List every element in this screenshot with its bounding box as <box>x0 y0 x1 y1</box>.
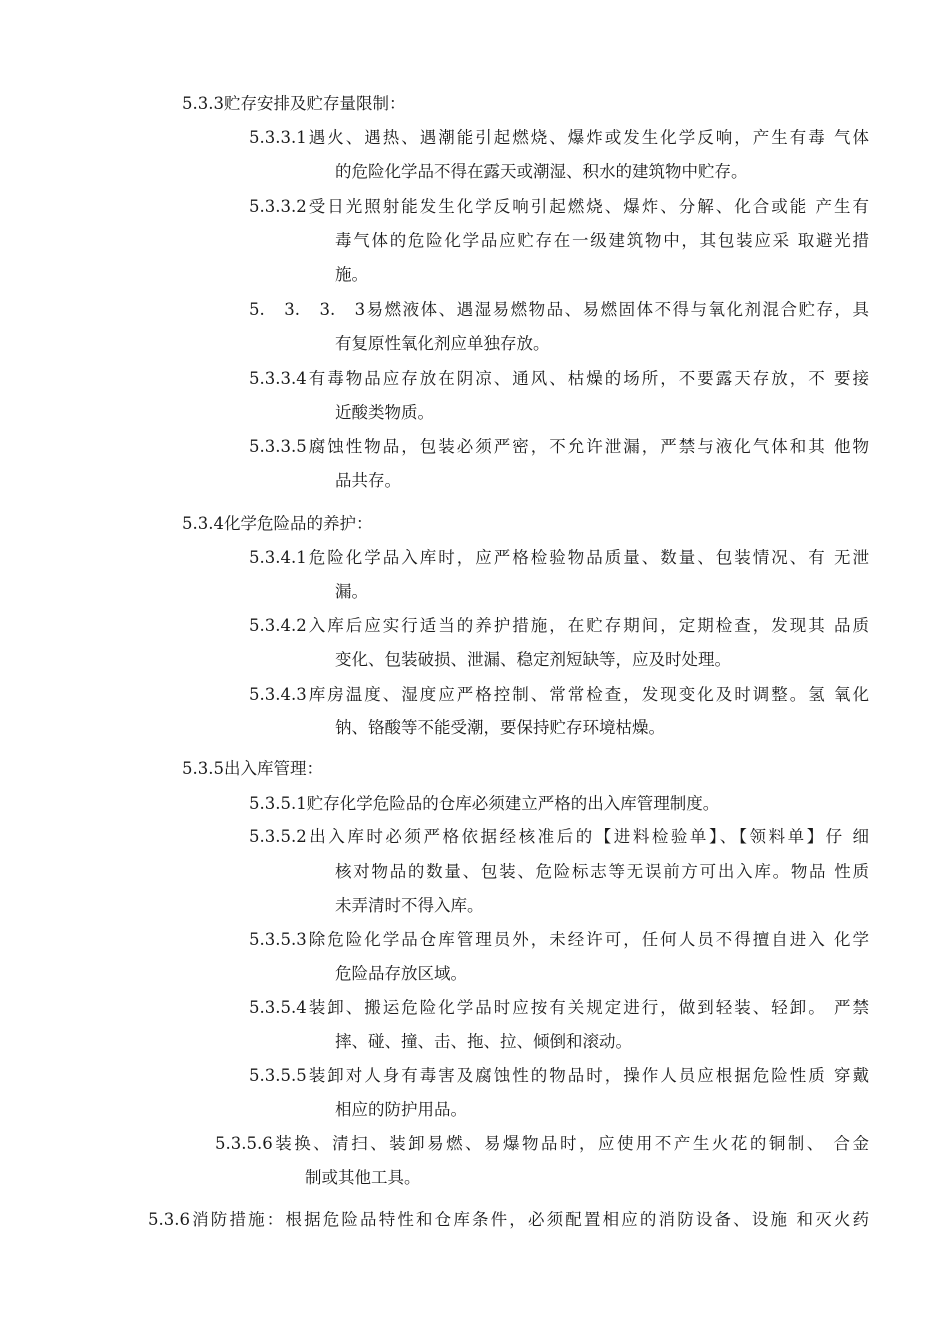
paragraph-line: 危险品存放区域。 <box>335 964 467 983</box>
paragraph-line: 5.3.4.1危险化学品入库时，应严格检验物品质量、数量、包装情况、有 无泄 <box>249 548 869 567</box>
paragraph-line: 5.3.5.1贮存化学危险品的仓库必须建立严格的出入库管理制度。 <box>249 794 720 813</box>
paragraph-line: 5.3.5.5装卸对人身有毒害及腐蚀性的物品时，操作人员应根据危险性质 穿戴 <box>249 1066 869 1085</box>
paragraph-line: 钠、铬酸等不能受潮，要保持贮存环境枯燥。 <box>335 718 665 737</box>
paragraph-line: 5.3.5.6装换、清扫、装卸易燃、易爆物品时，应使用不产生火花的铜制、 合金 <box>215 1134 869 1153</box>
paragraph-line: 核对物品的数量、包装、危险标志等无误前方可出入库。物品 性质 <box>335 862 869 881</box>
paragraph-line: 5.3.3.2受日光照射能发生化学反响引起燃烧、爆炸、分解、化合或能 产生有 <box>249 197 869 216</box>
paragraph-line: 品共存。 <box>335 471 401 490</box>
paragraph-line: 相应的防护用品。 <box>335 1100 467 1119</box>
heading-5-3-3: 5.3.3贮存安排及贮存量限制： <box>182 94 406 113</box>
paragraph-line: 5.3.3.5腐蚀性物品，包装必须严密，不允许泄漏，严禁与液化气体和其 他物 <box>249 437 869 456</box>
paragraph-line: 毒气体的危险化学品应贮存在一级建筑物中，其包装应采 取避光措 <box>335 231 869 250</box>
paragraph-line: 未弄清时不得入库。 <box>335 896 484 915</box>
paragraph-line: 5.3.4.2入库后应实行适当的养护措施，在贮存期间，定期检查，发现其 品质 <box>249 616 869 635</box>
paragraph-line: 近酸类物质。 <box>335 403 434 422</box>
paragraph-line: 变化、包装破损、泄漏、稳定剂短缺等，应及时处理。 <box>335 650 731 669</box>
paragraph-line: 的危险化学品不得在露天或潮湿、积水的建筑物中贮存。 <box>335 162 748 181</box>
paragraph-line: 5.3.5.4装卸、搬运危险化学品时应按有关规定进行，做到轻装、轻卸。 严禁 <box>249 998 869 1017</box>
paragraph-line: 摔、碰、撞、击、拖、拉、倾倒和滚动。 <box>335 1032 632 1051</box>
heading-5-3-6: 5.3.6消防措施：根据危险品特性和仓库条件，必须配置相应的消防设备、设施 和灭火药 <box>148 1210 869 1229</box>
paragraph-line: 5.3.5.3除危险化学品仓库管理员外，未经许可，任何人员不得擅自进入 化学 <box>249 930 869 949</box>
heading-5-3-4: 5.3.4化学危险品的养护： <box>182 514 373 533</box>
paragraph-line: 制或其他工具。 <box>305 1168 421 1187</box>
paragraph-line: 5.3.5.2出入库时必须严格依据经核准后的【进料检验单】、【领料单】仔 细 <box>249 827 869 846</box>
paragraph-line: 5.3.3.4有毒物品应存放在阴凉、通风、枯燥的场所，不要露天存放，不 要接 <box>249 369 869 388</box>
paragraph-line: 有复原性氧化剂应单独存放。 <box>335 334 550 353</box>
paragraph-line: 施。 <box>335 265 368 284</box>
paragraph-line: 5. 3. 3. 3易燃液体、遇湿易燃物品、易燃固体不得与氧化剂混合贮存，具 <box>249 300 869 319</box>
paragraph-line: 5.3.4.3库房温度、湿度应严格控制、常常检查，发现变化及时调整。氢 氧化 <box>249 685 869 704</box>
paragraph-line: 漏。 <box>335 582 368 601</box>
heading-5-3-5: 5.3.5出入库管理： <box>182 759 323 778</box>
paragraph-line: 5.3.3.1遇火、遇热、遇潮能引起燃烧、爆炸或发生化学反响，产生有毒 气体 <box>249 128 869 147</box>
